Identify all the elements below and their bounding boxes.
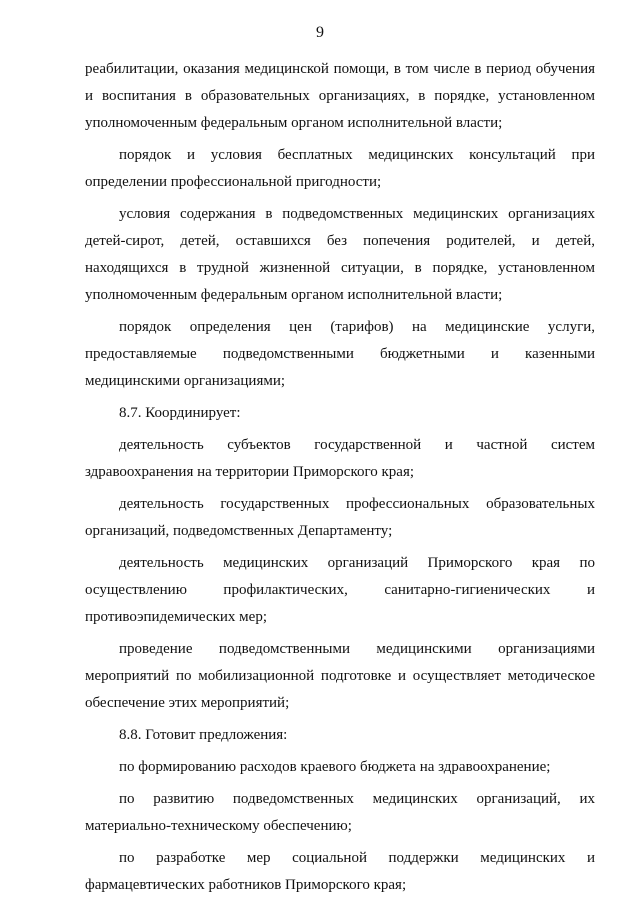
- document-body: [85, 56, 595, 899]
- paragraph-13: по разработке мер социальной поддержки медицинских и фармацевтических работников Приморского края;: [85, 850, 595, 893]
- paragraph-1: реабилитации, оказания медицинской помощи, в том числе в период обучения и воспитания в образовательных организациях, в порядке, установленном уполномоченным федеральным органом исполнительной власти;: [85, 61, 595, 131]
- paragraph-8: деятельность медицинских организаций Приморского края по осуществлению профилактических, санитарно-гигиенических и противоэпидемических мер;: [85, 555, 595, 625]
- paragraph-3: условия содержания в подведомственных медицинских организациях детей-сирот, детей, оставшихся без попечения родителей, и детей, находящихся в трудной жизненной ситуации, в порядке, установленном уполномоченным федеральным органом исполнительной власти;: [85, 206, 595, 303]
- paragraph-4: порядок определения цен (тарифов) на медицинские услуги, предоставляемые подведомственными бюджетными и казенными медицинскими организациями;: [85, 319, 595, 389]
- paragraph-10: 8.8. Готовит предложения:: [119, 727, 288, 743]
- paragraph-11: по формированию расходов краевого бюджета на здравоохранение;: [119, 759, 551, 775]
- paragraph-7: деятельность государственных профессиональных образовательных организаций, подведомственных Департаменту;: [85, 496, 595, 539]
- paragraph-12: по развитию подведомственных медицинских организаций, их материально-техническому обеспечению;: [85, 791, 595, 834]
- paragraph-6: деятельность субъектов государственной и частной систем здравоохранения на территории Приморского края;: [85, 437, 595, 480]
- paragraph-9: проведение подведомственными медицинскими организациями мероприятий по мобилизационной подготовке и осуществляет методическое обеспечение этих мероприятий;: [85, 641, 595, 711]
- paragraph-2: порядок и условия бесплатных медицинских консультаций при определении профессиональной пригодности;: [85, 147, 595, 190]
- paragraph-5: 8.7. Координирует:: [119, 405, 241, 421]
- page-number: 9: [316, 24, 324, 41]
